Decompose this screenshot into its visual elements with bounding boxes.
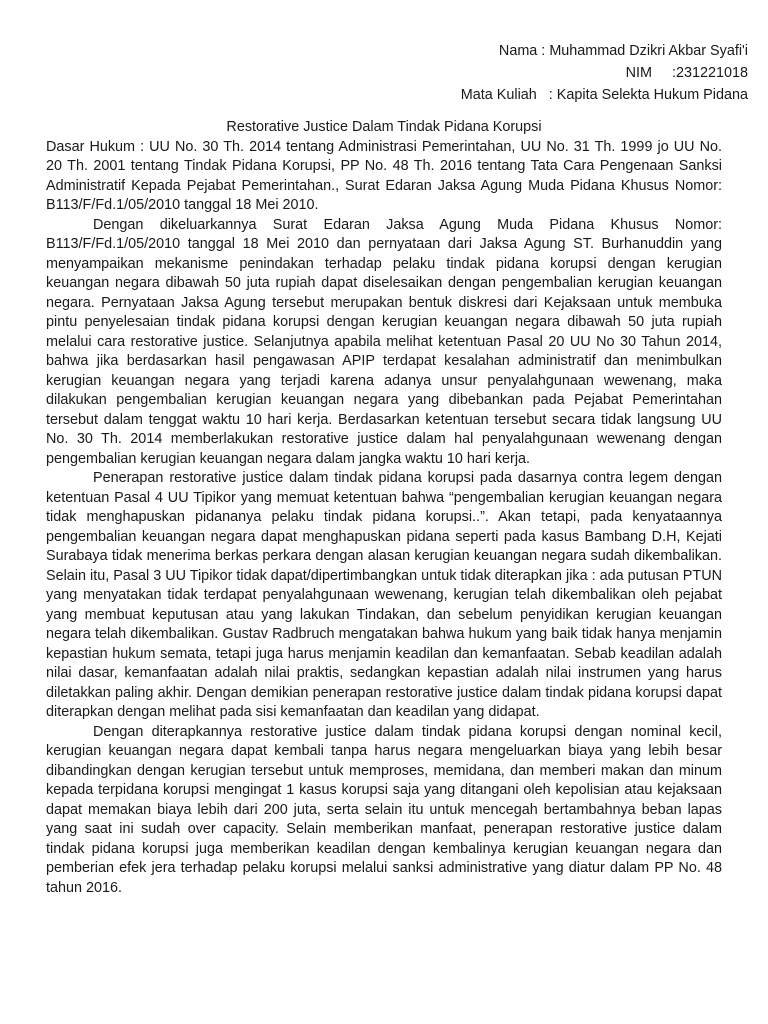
nim-label: NIM — [625, 65, 652, 81]
document-body — [46, 118, 722, 898]
course-name: Kapita Selekta Hukum Pidana — [556, 87, 748, 103]
document-title: Restorative Justice Dalam Tindak Pidana Korupsi — [226, 119, 542, 135]
student-name: Muhammad Dzikri Akbar Syafi'i — [549, 43, 748, 59]
course-label: Mata Kuliah — [460, 87, 537, 103]
name-row: Nama : Muhammad Dzikri Akbar Syafi'i — [498, 43, 748, 59]
paragraph-3: Dengan diterapkannya restorative justice dalam tindak pidana korupsi dengan nominal kecil, kerugian keuangan negara dapat kembali tanpa harus negara mengeluarkan biaya yang lebih besar dibandingkan dengan kerugian tersebut untuk memproses, memidana, dan memberi makan dan minum kepada terpidana korupsi mengingat 1 kasus korupsi saja yang ditangani oleh kepolisian atau kejaksaan dapat memakan biaya lebih dari 200 juta, serta selain itu untuk mencegah bertambahnya beban lapas yang saat ini sudah over capacity. Selain memberikan manfaat, penerapan restorative justice dalam tindak pidana korupsi juga memberikan keadilan dengan kembalinya kerugian keuangan negara dan pemberian efek jera terhadap pelaku korupsi melalui sanksi administrative yang diatur dalam PP No. 48 tahun 2016. — [46, 723, 722, 896]
legal-basis: Dasar Hukum : UU No. 30 Th. 2014 tentang Administrasi Pemerintahan, UU No. 31 Th. 1999 jo UU No. 20 Th. 2001 tentang Tindak Pidana Korupsi, PP No. 48 Th. 2016 tentang Tata Cara Pengenaan Sanksi Administratif Kepada Pejabat Pemerintahan., Surat Edaran Jaksa Agung Muda Pidana Khusus Nomor: B113/F/Fd.1/05/2010 tanggal 18 Mei 2010. — [46, 138, 722, 213]
student-nim: :231221018 — [671, 65, 748, 81]
name-label: Nama — [498, 43, 538, 59]
paragraph-1: Dengan dikeluarkannya Surat Edaran Jaksa Agung Muda Pidana Khusus Nomor: B113/F/Fd.1/05/2010 tanggal 18 Mei 2010 dan pernyataan dari Jaksa Agung ST. Burhanuddin yang menyampaikan mekanisme penindakan terhadap pelaku tindak pidana korupsi dengan kerugian keuangan negara dibawah 50 juta rupiah dapat diselesaikan dengan pengembalian kerugian keuangan negara. Pernyataan Jaksa Agung tersebut merupakan bentuk diskresi dari Kejaksaan untuk membuka pintu penyelesaian tindak pidana korupsi dengan kerugian keuangan negara dibawah 50 juta rupiah melalui cara restorative justice. Selanjutnya apabila melihat ketentuan Pasal 20 UU No 30 Tahun 2014, bahwa jika berdasarkan hasil pengawasan APIP terdapat kesalahan administratif dan menimbulkan kerugian keuangan negara yang terjadi karena adanya unsur penyalahgunaan wewenang, maka dilakukan pengembalian kerugian keuangan negara yang dibebankan pada Pejabat Pemerintahan tersebut dalam tenggat waktu 10 hari kerja. Berdasarkan ketentuan tersebut secara tidak langsung UU No. 30 Th. 2014 memberlakukan restorative justice dalam hal penyalahgunaan wewenang dengan pengembalian kerugian keuangan negara dalam jangka waktu 10 hari kerja. — [46, 216, 722, 467]
paragraph-2: Penerapan restorative justice dalam tindak pidana korupsi pada dasarnya contra legem dengan ketentuan Pasal 4 UU Tipikor yang memuat ketentuan bahwa “pengembalian kerugian keuangan negara tidak menghapuskan pidananya pelaku tindak pidana korupsi..”. Akan tetapi, pada kenyataannya pengembalian keuangan negara dapat menghapuskan pidana seperti pada kasus Bambang D.H, Kejati Surabaya tidak menerima berkas perkara dengan alasan kerugian keuangan negara sudah dikembalikan. Selain itu, Pasal 3 UU Tipikor tidak dapat/dipertimbangkan untuk tidak diterapkan jika : ada putusan PTUN yang menyatakan tidak terdapat penyalahgunaan wewenang, kerugian telah dikembalikan oleh pejabat yang membuat keputusan atau yang lakukan Tindakan, dan sebelum penyidikan kerugian keuangan negara telah dikembalikan. Gustav Radbruch mengatakan bahwa hukum yang baik tidak hanya menjamin kepastian hukum semata, tetapi juga harus menjamin keadilan dan kemanfaatan. Sebab keadilan adalah nilai dasar, kemanfaatan adalah nilai praktis, sedangkan kepastian adalah nilai instrumen yang harus diletakkan paling akhir. Dengan demikian penerapan restorative justice dalam tindak pidana korupsi dapat diterapkan dengan melihat pada sisi kemanfaatan dan keadilan yang didapat. — [46, 470, 722, 720]
nim-row — [461, 62, 748, 84]
course-row: Mata Kuliah : Kapita Selekta Hukum Pidana — [460, 87, 748, 103]
student-header — [461, 40, 748, 106]
